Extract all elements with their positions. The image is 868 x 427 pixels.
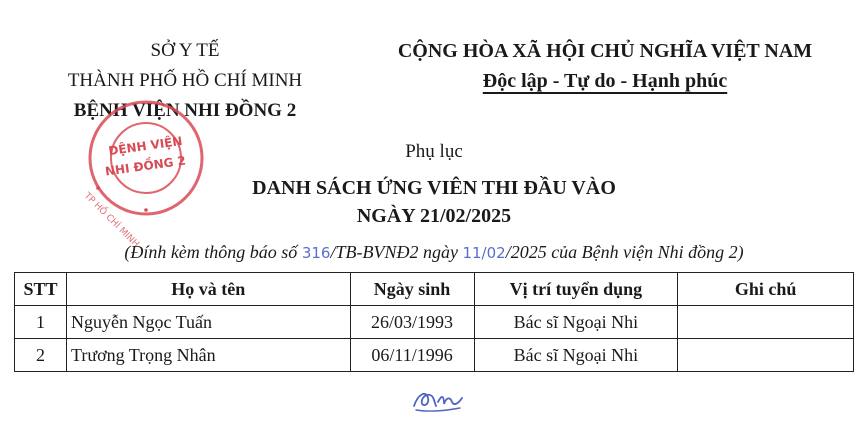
cell-position: Bác sĩ Ngoại Nhi: [474, 306, 678, 339]
cell-notes: [678, 339, 854, 372]
handwritten-number: 316: [301, 244, 331, 262]
table-header-row: [15, 273, 854, 306]
document-title: DANH SÁCH ỨNG VIÊN THI ĐẦU VÀO: [252, 177, 616, 199]
header-position: Vị trí tuyển dụng: [474, 273, 678, 306]
hospital-name: BỆNH VIỆN NHI ĐỒNG 2: [73, 100, 297, 121]
cell-stt: 1: [15, 306, 67, 339]
cell-birth-date: 06/11/1996: [350, 339, 474, 372]
stamp-bottom-text: NHI ĐỒNG 2: [104, 153, 187, 179]
signature-initials: [408, 384, 472, 416]
cell-position: Bác sĩ Ngoại Nhi: [474, 339, 678, 372]
cell-birth-date: 26/03/1993: [350, 306, 474, 339]
attachment-note: [0, 242, 868, 263]
stamp-ring-text: TP HỒ CHÍ MINH: [81, 191, 141, 250]
header-birth-date: Ngày sinh: [350, 273, 474, 306]
city-name: THÀNH PHỐ HỒ CHÍ MINH: [67, 70, 303, 91]
country-name: CỘNG HÒA XÃ HỘI CHỦ NGHĨA VIỆT NAM: [397, 40, 813, 62]
cell-notes: [678, 306, 854, 339]
handwritten-date: 11/02: [462, 244, 506, 262]
header-notes: Ghi chú: [678, 273, 854, 306]
note-part3: /2025 của Bệnh viện Nhi đồng 2): [505, 242, 744, 262]
candidate-table: [14, 272, 854, 372]
header-full-name: Họ và tên: [66, 273, 350, 306]
appendix-label: Phụ lục: [405, 141, 463, 162]
note-part2: /TB-BVNĐ2 ngày: [330, 242, 463, 262]
cell-full-name: Nguyễn Ngọc Tuấn: [66, 306, 350, 339]
note-part1: (Đính kèm thông báo số: [124, 242, 302, 262]
table-row: [15, 306, 854, 339]
table-row: [15, 339, 854, 372]
agency-name: SỞ Y TẾ: [150, 40, 220, 61]
stamp-top-text: DỆNH VIỆN: [107, 133, 184, 159]
cell-stt: 2: [15, 339, 67, 372]
document-date: NGÀY 21/02/2025: [356, 205, 512, 227]
cell-full-name: Trương Trọng Nhân: [66, 339, 350, 372]
motto: Độc lập - Tự do - Hạnh phúc: [482, 70, 728, 92]
header-stt: STT: [15, 273, 67, 306]
